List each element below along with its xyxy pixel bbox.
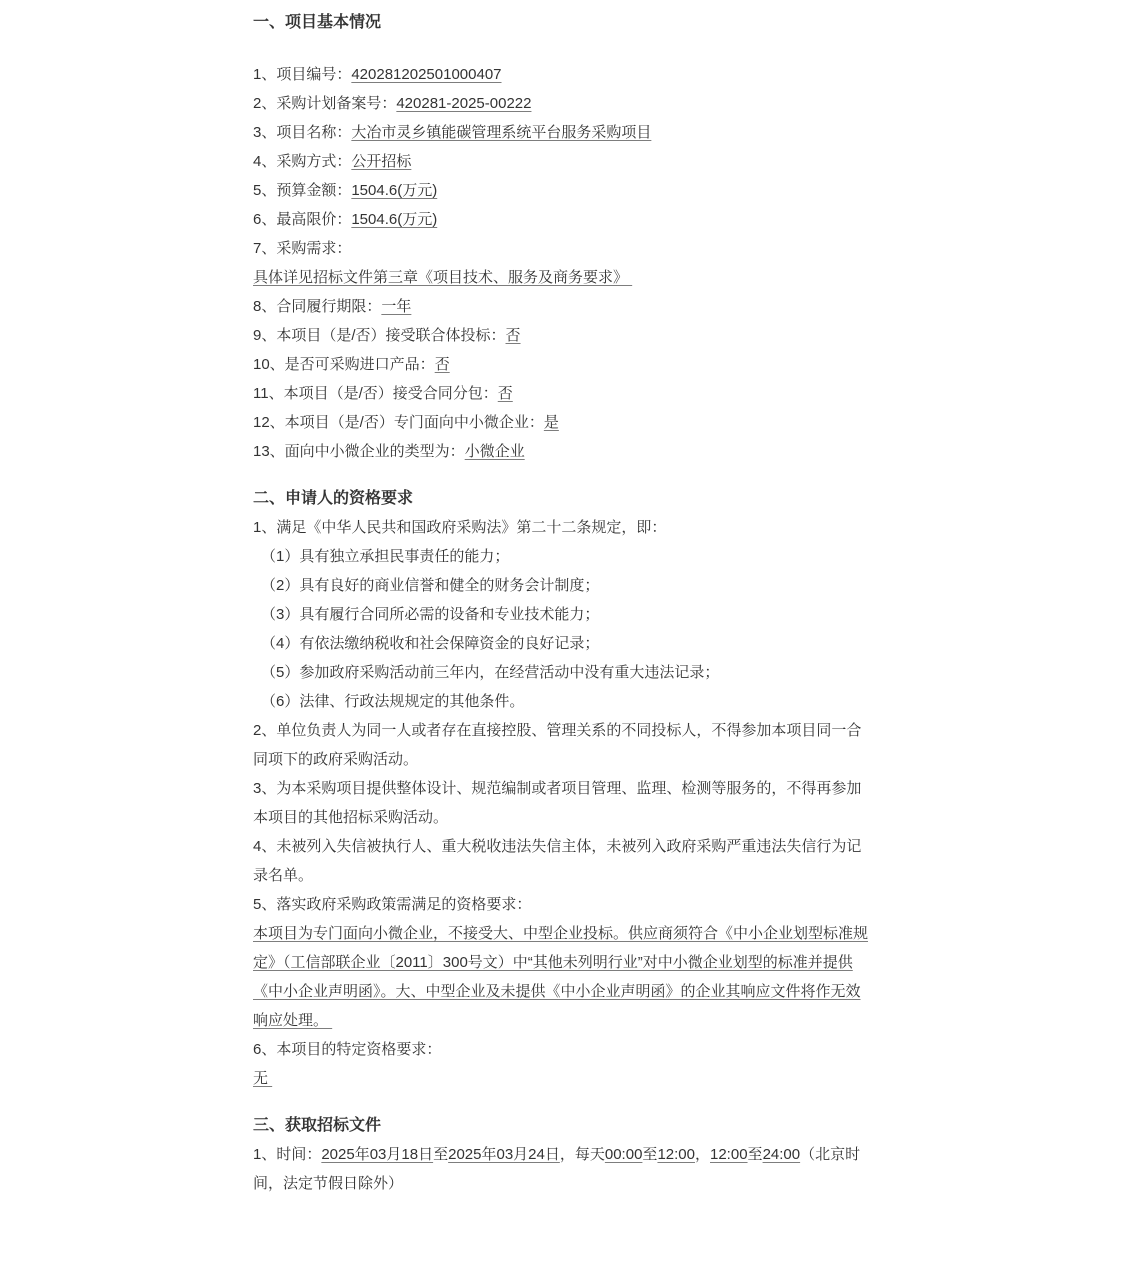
procurement-requirements-detail [253,263,869,292]
sme-policy-statement [253,919,869,1035]
project-number-value: 420281202501000407 [351,66,502,83]
project-name [253,118,869,147]
field-label: 2、采购计划备案号： [253,95,397,112]
subcontract-acceptance-value: 否 [497,385,513,402]
contract-performance-period [253,292,869,321]
field-label: 7、采购需求： [253,240,352,257]
clause-text: （3）具有履行合同所必需的设备和专业技术能力； [261,606,600,623]
clause-text: （4）有依法缴纳税收和社会保障资金的良好记录； [261,635,600,652]
field-label: 5、预算金额： [253,182,352,199]
rule-text: 2、单位负责人为同一人或者存在直接控股、管理关系的不同投标人，不得参加本项目同一合同项下的政府采购活动。 [253,722,862,768]
section-obtain-bid-documents [253,1111,869,1198]
sme-policy-statement-value: 本项目为专门面向小微企业，不接受大、中型企业投标。供应商须符合《中小企业划型标准规定》（工信部联企业〔2011〕300号文）中“其他未列明行业”对中小微企业划型的标准并提供《中小企业声明函》。大、中型企业及未提供《中小企业声明函》的企业其响应文件将作无效响应处理。 [253,925,869,1029]
field-label: 10、是否可采购进口产品： [253,356,435,373]
procurement-requirements-detail-value: 具体详见招标文件第三章《项目技术、服务及商务要求》 [253,269,633,286]
field-label: 13、面向中小微企业的类型为： [253,443,465,460]
design-service-rule [253,774,869,832]
field-label: 8、合同履行期限： [253,298,382,315]
import-products-allowed [253,350,869,379]
project-name-value: 大冶市灵乡镇能碳管理系统平台服务采购项目 [351,124,652,141]
to-text: 至 [642,1146,658,1163]
clause-text: （5）参加政府采购活动前三年内，在经营活动中没有重大违法记录； [261,664,720,681]
law-clause-5 [253,658,869,687]
procurement-requirements-label [253,234,869,263]
qualification-law-requirement [253,513,869,542]
law-clause-6 [253,687,869,716]
to-text: 至 [433,1146,449,1163]
rule-text: 4、未被列入失信被执行人、重大税收违法失信主体，未被列入政府采购严重违法失信行为记录名单。 [253,838,862,884]
specific-qualification-value [253,1064,869,1093]
field-label: 6、本项目的特定资格要求： [253,1041,442,1058]
acquisition-start-date: 2025年03月18日 [321,1146,434,1163]
daily-text: ，每天 [559,1146,605,1163]
to-text: 至 [747,1146,763,1163]
policy-qualification-label [253,890,869,919]
sme-targeted-value: 是 [543,414,559,431]
field-label: 1、满足《中华人民共和国政府采购法》第二十二条规定，即： [253,519,667,536]
procurement-plan-record-number [253,89,869,118]
section-obtain-documents-heading: 三、获取招标文件 [253,1117,382,1134]
sme-targeted [253,408,869,437]
consortium-bid-acceptance-value: 否 [505,327,521,344]
law-clause-4 [253,629,869,658]
law-clause-3 [253,600,869,629]
document-acquisition-time [253,1140,869,1198]
procurement-notice-document [253,0,869,1198]
clause-text: （2）具有良好的商业信誉和健全的财务会计制度； [261,577,600,594]
time-slot1-end: 12:00 [657,1146,695,1163]
clause-text: （6）法律、行政法规规定的其他条件。 [261,693,525,710]
same-person-rule [253,716,869,774]
field-label: 1、时间： [253,1146,322,1163]
maximum-price [253,205,869,234]
field-label: 12、本项目（是/否）专门面向中小微企业： [253,414,544,431]
budget-amount-value: 1504.6(万元) [351,182,438,199]
time-slot2-start: 12:00 [710,1146,748,1163]
timezone-note: （北京时间，法定节假日除外） [253,1146,861,1192]
procurement-method [253,147,869,176]
section-qualification-requirements [253,484,869,1093]
section-basic-info [253,8,869,466]
procurement-method-value: 公开招标 [351,153,412,170]
section-qualification-heading: 二、申请人的资格要求 [253,490,414,507]
time-slot2-end: 24:00 [762,1146,801,1163]
time-slot1-start: 00:00 [604,1146,643,1163]
field-label: 11、本项目（是/否）接受合同分包： [253,385,498,402]
contract-performance-period-value: 一年 [381,298,412,315]
law-clause-1 [253,542,869,571]
field-label: 5、落实政府采购政策需满足的资格要求： [253,896,532,913]
subcontract-acceptance [253,379,869,408]
field-label: 4、采购方式： [253,153,352,170]
maximum-price-value: 1504.6(万元) [351,211,438,228]
rule-text: 3、为本采购项目提供整体设计、规范编制或者项目管理、监理、检测等服务的，不得再参加本项目的其他招标采购活动。 [253,780,862,826]
specific-qualification-label [253,1035,869,1064]
section-basic-info-heading: 一、项目基本情况 [253,14,382,31]
consortium-bid-acceptance [253,321,869,350]
field-label: 3、项目名称： [253,124,352,141]
law-clause-2 [253,571,869,600]
project-number [253,60,869,89]
sme-type-value: 小微企业 [464,443,525,460]
clause-text: （1）具有独立承担民事责任的能力； [261,548,510,565]
import-products-allowed-value: 否 [434,356,450,373]
field-label: 1、项目编号： [253,66,352,83]
procurement-plan-record-number-value: 420281-2025-00222 [396,95,532,112]
specific-qualification-none: 无 [253,1070,273,1087]
sme-type [253,437,869,466]
field-label: 6、最高限价： [253,211,352,228]
budget-amount [253,176,869,205]
comma-text: ， [694,1146,710,1163]
acquisition-end-date: 2025年03月24日 [448,1146,560,1163]
dishonesty-exclusion-rule [253,832,869,890]
field-label: 9、本项目（是/否）接受联合体投标： [253,327,506,344]
